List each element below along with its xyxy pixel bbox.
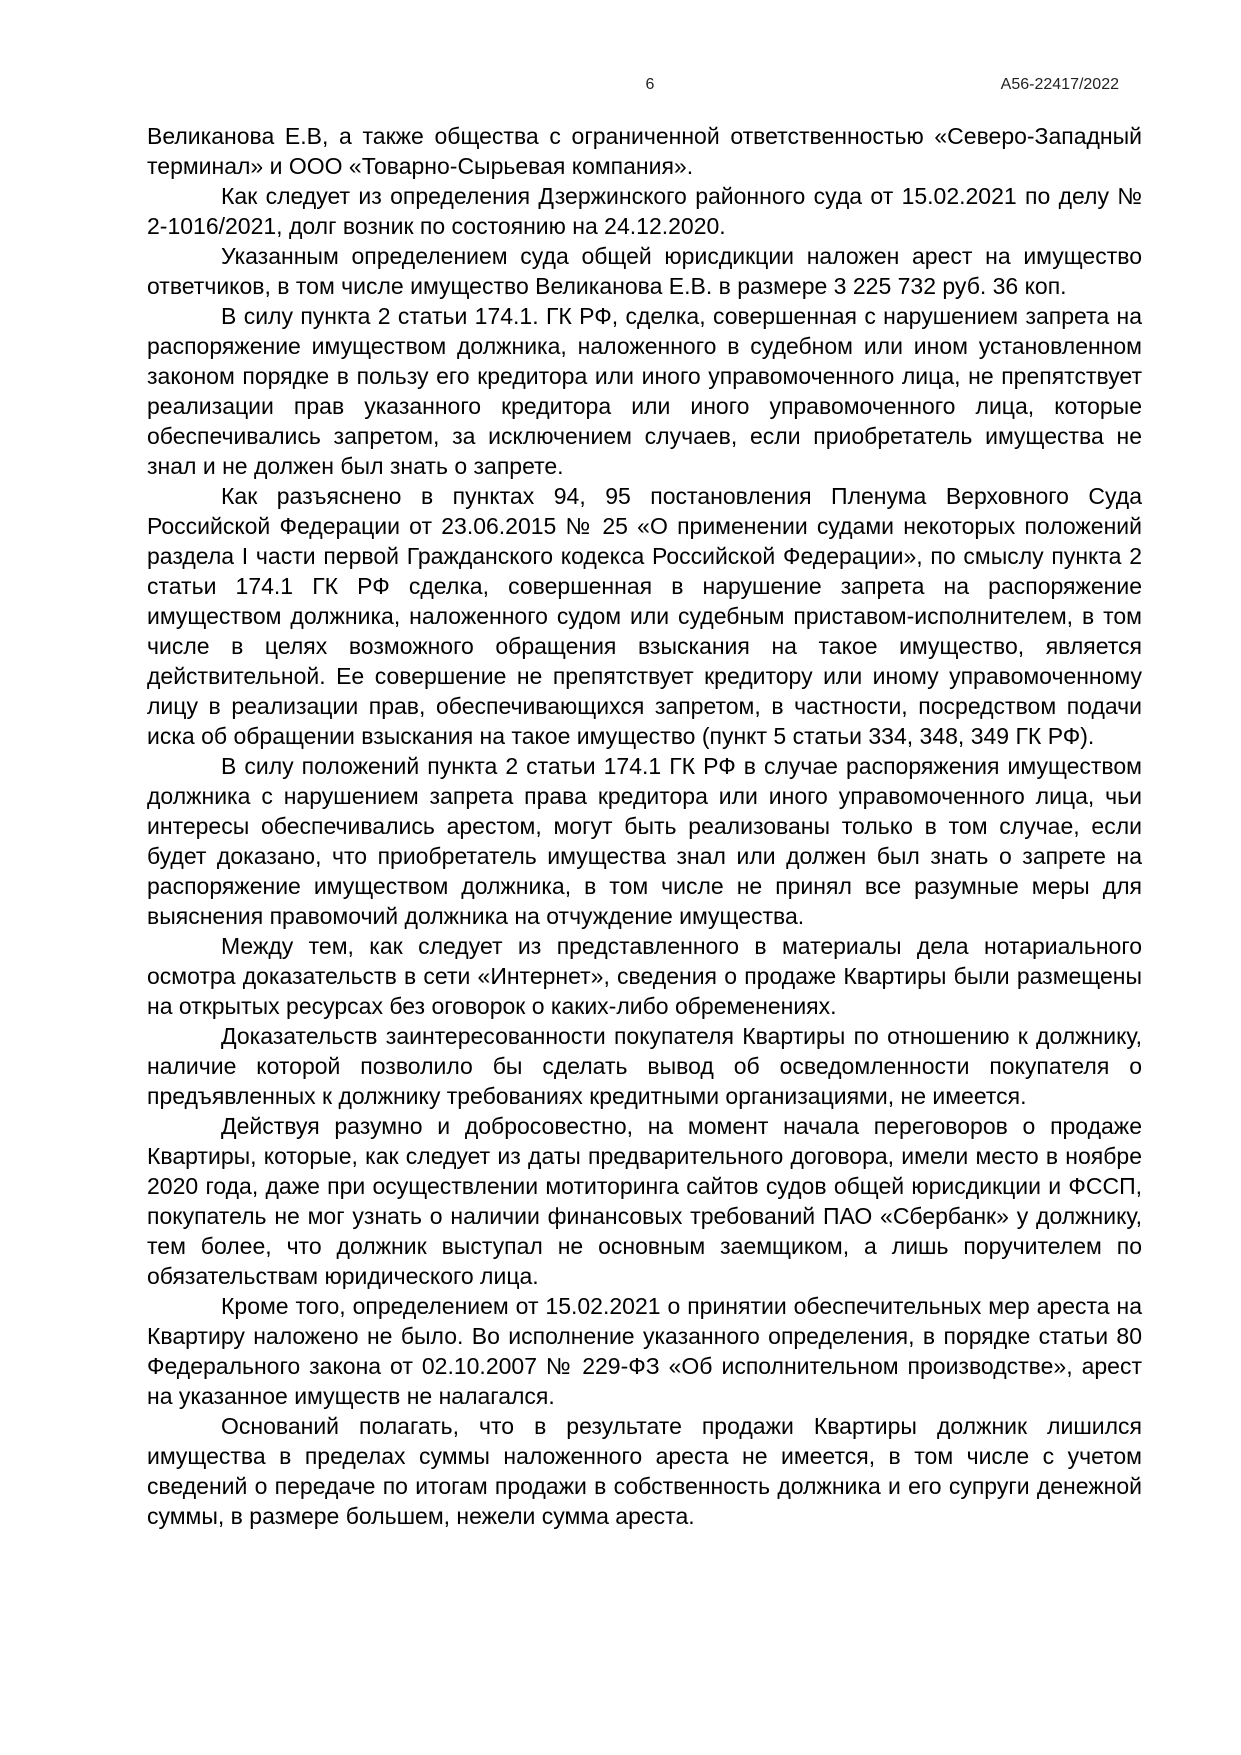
- paragraph: Оснований полагать, что в результате продажи Квартиры должник лишился имущества в пределах суммы наложенного ареста не имеется, в том числе с учетом сведений о передаче по итогам продажи в собственность должника и его супруги денежной суммы, в размере большем, нежели сумма ареста.: [147, 1413, 1142, 1529]
- paragraph: Между тем, как следует из представленного в материалы дела нотариального осмотра доказательств в сети «Интернет», сведения о продаже Квартиры были размещены на открытых ресурсах без оговорок о каких-либо обременениях.: [147, 933, 1142, 1019]
- paragraph: Действуя разумно и добросовестно, на момент начала переговоров о продаже Квартиры, которые, как следует из даты предварительного договора, имели место в ноябре 2020 года, даже при осуществлении мотиторинга сайтов судов общей юрисдикции и ФССП, покупатель не мог узнать о наличии финансовых требований ПАО «Сбербанк» у должнику, тем более, что должник выступал не основным заемщиком, а лишь поручителем по обязательствам юридического лица.: [147, 1113, 1142, 1289]
- paragraph: Доказательств заинтересованности покупателя Квартиры по отношению к должнику, наличие которой позволило бы сделать вывод об осведомленности покупателя о предъявленных к должнику требованиях кредитными организациями, не имеется.: [147, 1023, 1142, 1109]
- case-number: А56-22417/2022: [1000, 76, 1119, 93]
- paragraph: Как разъяснено в пунктах 94, 95 постановления Пленума Верховного Суда Российской Федерации от 23.06.2015 № 25 «О применении судами некоторых положений раздела I части первой Гражданского кодекса Российской Федерации», по смыслу пункта 2 статьи 174.1 ГК РФ сделка, совершенная в нарушение запрета на распоряжение имуществом должника, наложенного судом или судебным приставом-исполнителем, в том числе в целях возможного обращения взыскания на такое имущество, является действительной. Ее совершение не препятствует кредитору или иному управомоченному лицу в реализации прав, обеспечивающихся запретом, в частности, посредством подачи иска об обращении взыскания на такое имущество (пункт 5 статьи 334, 348, 349 ГК РФ).: [147, 483, 1142, 749]
- paragraph: Как следует из определения Дзержинского районного суда от 15.02.2021 по делу № 2-1016/2021, долг возник по состоянию на 24.12.2020.: [147, 183, 1142, 239]
- document-body: [147, 121, 1142, 1531]
- paragraph: В силу положений пункта 2 статьи 174.1 ГК РФ в случае распоряжения имуществом должника с нарушением запрета права кредитора или иного управомоченного лица, чьи интересы обеспечивались арестом, могут быть реализованы только в том случае, если будет доказано, что приобретатель имущества знал или должен был знать о запрете на распоряжение имуществом должника, в том числе не принял все разумные меры для выяснения правомочий должника на отчуждение имущества.: [147, 753, 1142, 929]
- page-number: 6: [645, 76, 655, 93]
- paragraph: Великанова Е.В, а также общества с ограниченной ответственностью «Северо-Западный терминал» и ООО «Товарно-Сырьевая компания».: [147, 123, 1142, 179]
- paragraph: В силу пункта 2 статьи 174.1. ГК РФ, сделка, совершенная с нарушением запрета на распоряжение имуществом должника, наложенного в судебном или ином установленном законом порядке в пользу его кредитора или иного управомоченного лица, не препятствует реализации прав указанного кредитора или иного управомоченного лица, которые обеспечивались запретом, за исключением случаев, если приобретатель имущества не знал и не должен был знать о запрете.: [147, 303, 1142, 479]
- paragraph: Указанным определением суда общей юрисдикции наложен арест на имущество ответчиков, в том числе имущество Великанова Е.В. в размере 3 225 732 руб. 36 коп.: [147, 243, 1142, 299]
- paragraph: Кроме того, определением от 15.02.2021 о принятии обеспечительных мер ареста на Квартиру наложено не было. Во исполнение указанного определения, в порядке статьи 80 Федерального закона от 02.10.2007 № 229-ФЗ «Об исполнительном производстве», арест на указанное имуществ не налагался.: [147, 1293, 1142, 1409]
